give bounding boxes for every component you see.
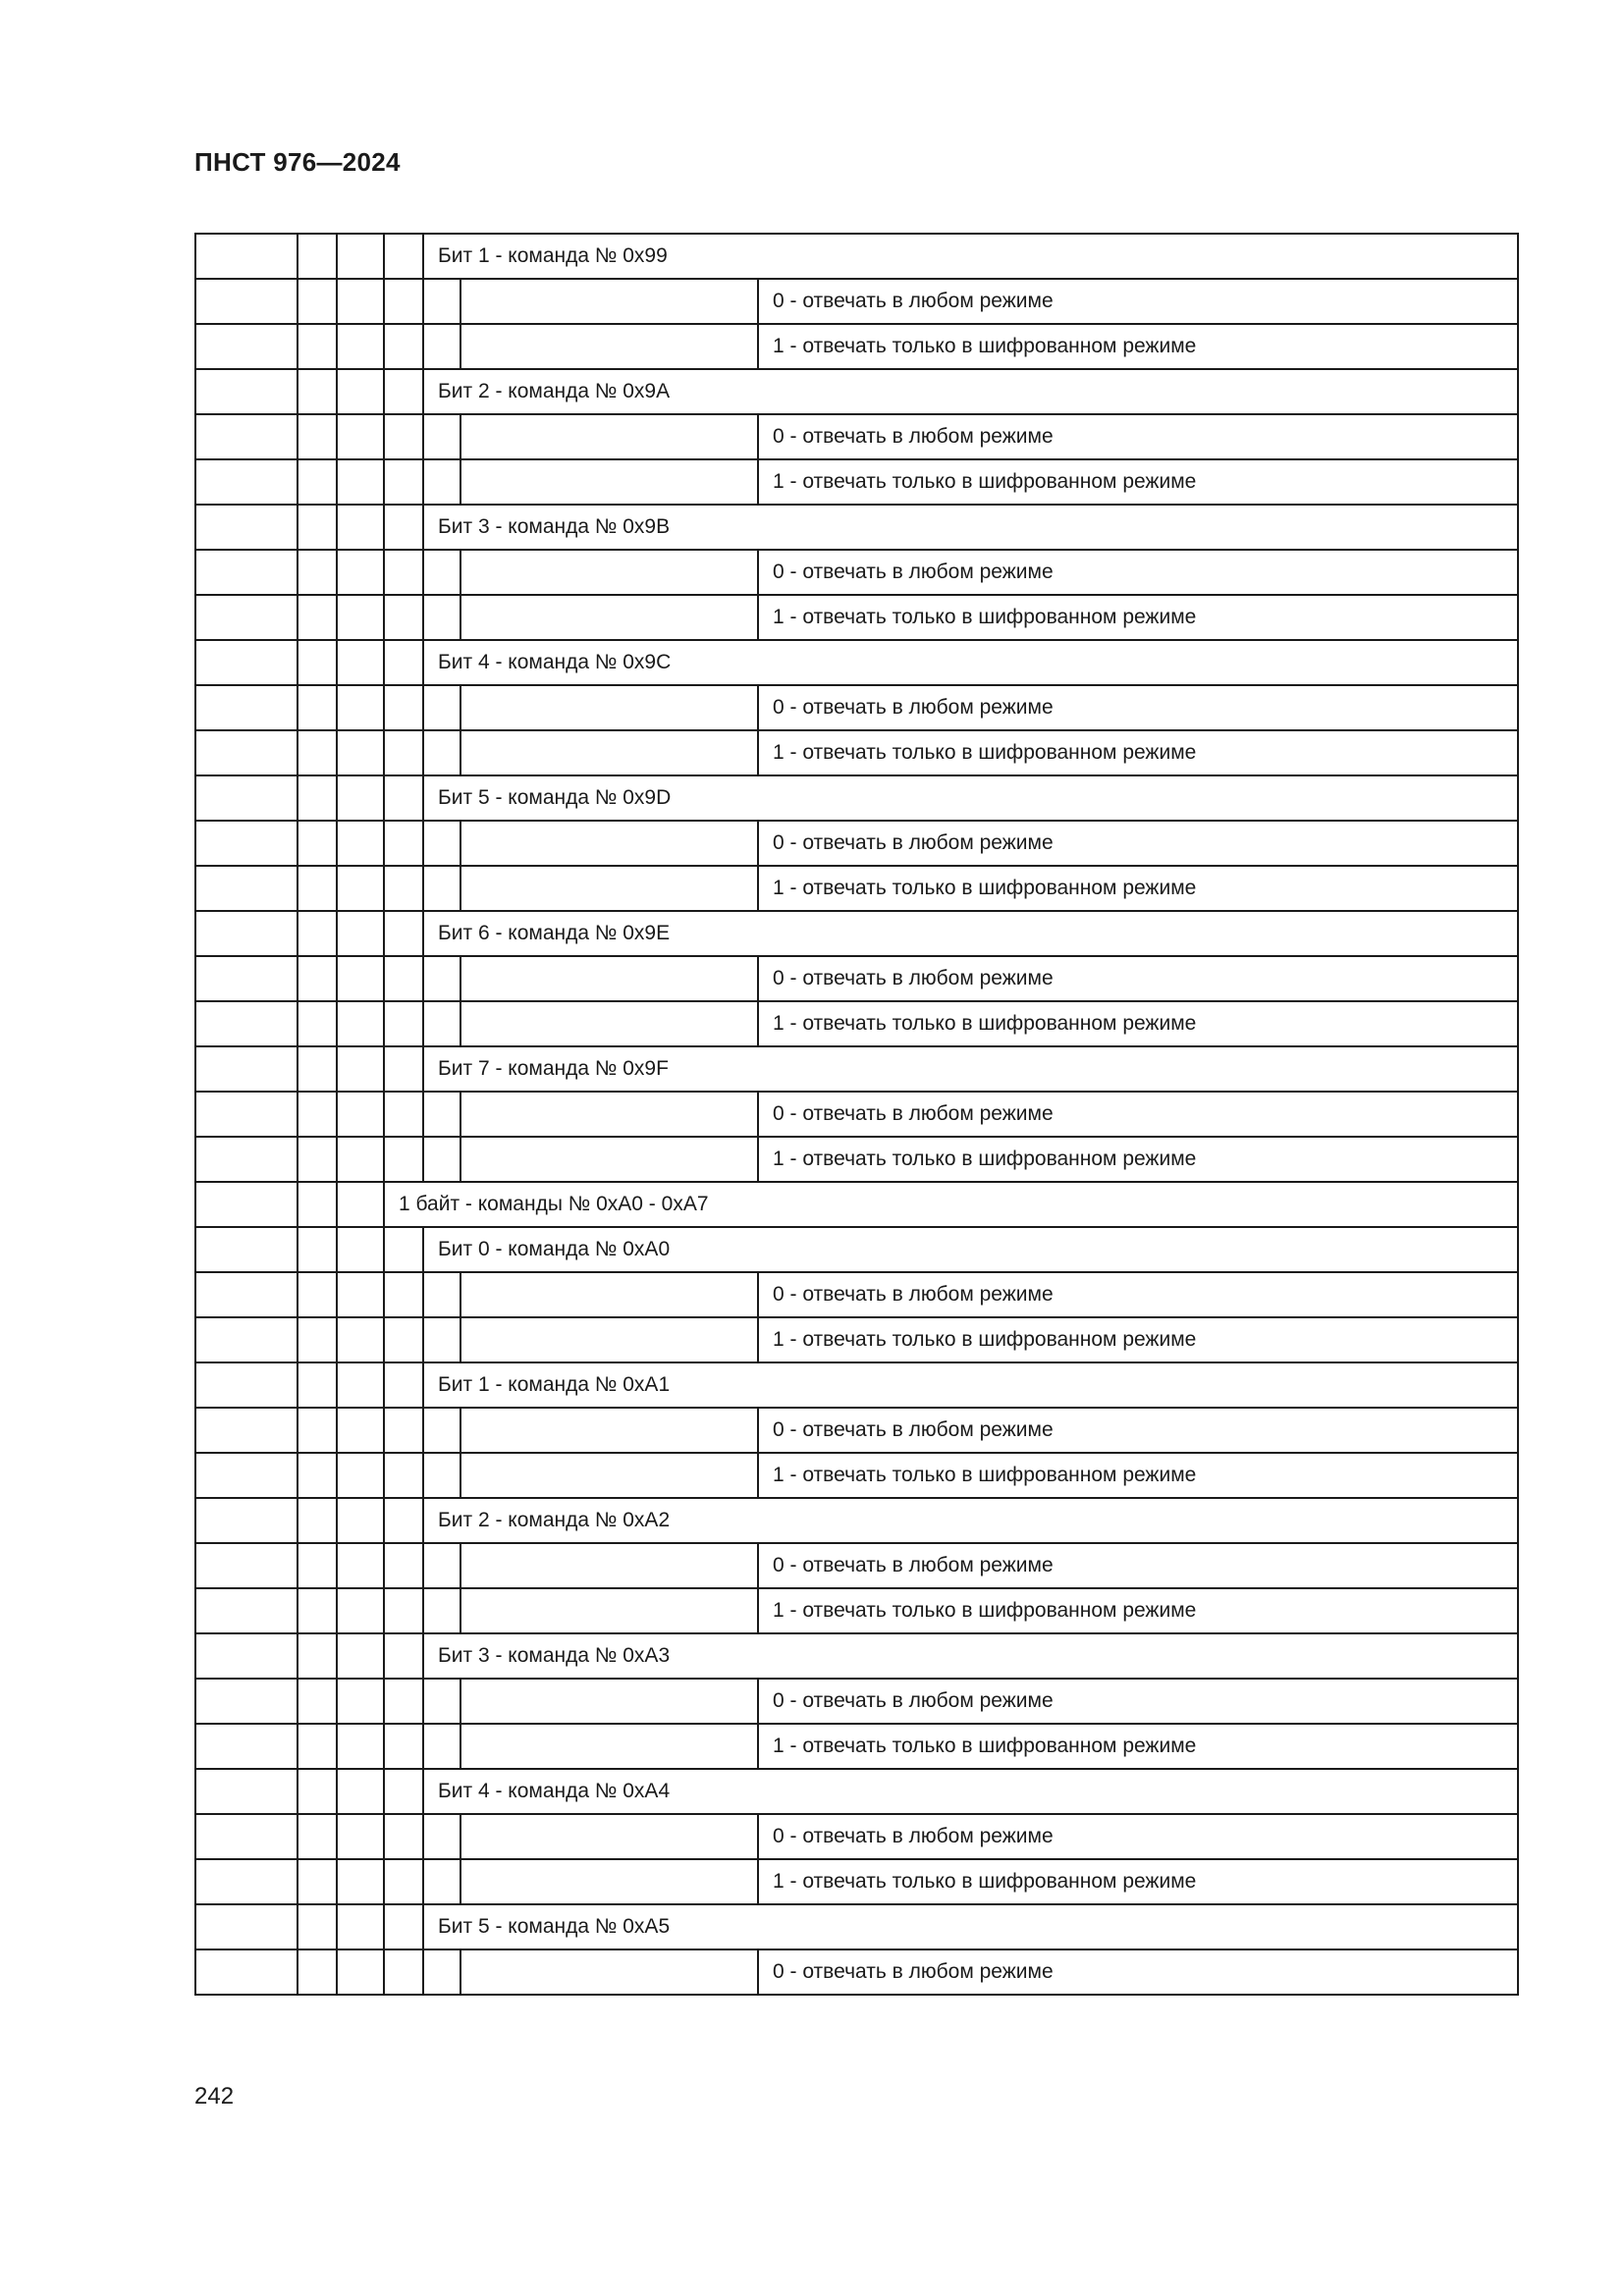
bit-cell: Бит 4 - команда № 0xA4 [423,1769,1518,1814]
empty-cell [298,730,337,775]
empty-cell [384,595,423,640]
empty-cell [423,1137,460,1182]
empty-cell [337,369,384,414]
empty-cell [460,1814,758,1859]
empty-cell [384,1408,423,1453]
empty-cell [195,956,298,1001]
empty-cell [195,279,298,324]
empty-cell [384,1679,423,1724]
empty-cell [337,1046,384,1092]
empty-cell [384,1317,423,1362]
table-row [195,369,1518,414]
empty-cell [298,234,337,279]
empty-cell [298,685,337,730]
empty-cell [195,730,298,775]
value-cell: 0 - отвечать в любом режиме [758,956,1518,1001]
empty-cell [195,1949,298,1995]
empty-cell [337,505,384,550]
table-row [195,866,1518,911]
empty-cell [195,1859,298,1904]
empty-cell [298,1859,337,1904]
empty-cell [423,1317,460,1362]
table-row [195,1859,1518,1904]
table-row [195,1633,1518,1679]
empty-cell [423,1453,460,1498]
empty-cell [298,1362,337,1408]
empty-cell [195,1137,298,1182]
empty-cell [298,1633,337,1679]
empty-cell [337,595,384,640]
empty-cell [423,1859,460,1904]
empty-cell [195,911,298,956]
empty-cell [337,956,384,1001]
table-row [195,775,1518,821]
bit-cell: Бит 1 - команда № 0xA1 [423,1362,1518,1408]
empty-cell [195,1317,298,1362]
empty-cell [298,775,337,821]
empty-cell [337,821,384,866]
empty-cell [195,1633,298,1679]
empty-cell [460,866,758,911]
empty-cell [195,1272,298,1317]
empty-cell [195,459,298,505]
empty-cell [423,866,460,911]
empty-cell [337,775,384,821]
empty-cell [460,1137,758,1182]
table-row [195,685,1518,730]
empty-cell [384,550,423,595]
empty-cell [423,956,460,1001]
table-row [195,911,1518,956]
empty-cell [298,1182,337,1227]
empty-cell [423,550,460,595]
empty-cell [337,1543,384,1588]
table-row [195,234,1518,279]
empty-cell [195,1182,298,1227]
value-cell: 1 - отвечать только в шифрованном режиме [758,866,1518,911]
empty-cell [460,1543,758,1588]
empty-cell [195,505,298,550]
table-body [195,234,1518,1995]
empty-cell [195,1543,298,1588]
table-row [195,956,1518,1001]
empty-cell [337,550,384,595]
empty-cell [298,1001,337,1046]
table-row [195,1046,1518,1092]
empty-cell [195,866,298,911]
bit-settings-table [194,233,1519,1996]
empty-cell [423,324,460,369]
bit-cell: Бит 6 - команда № 0x9E [423,911,1518,956]
empty-cell [460,1949,758,1995]
value-cell: 0 - отвечать в любом режиме [758,1543,1518,1588]
empty-cell [460,324,758,369]
value-cell: 1 - отвечать только в шифрованном режиме [758,324,1518,369]
document-code: ПНСТ 976—2024 [194,147,401,177]
empty-cell [298,1453,337,1498]
empty-cell [195,595,298,640]
empty-cell [337,1092,384,1137]
empty-cell [337,1904,384,1949]
empty-cell [423,595,460,640]
empty-cell [384,1453,423,1498]
bit-cell: Бит 1 - команда № 0x99 [423,234,1518,279]
empty-cell [384,821,423,866]
empty-cell [384,1588,423,1633]
bit-cell: Бит 3 - команда № 0xA3 [423,1633,1518,1679]
table-row [195,1137,1518,1182]
empty-cell [298,1588,337,1633]
empty-cell [298,1272,337,1317]
empty-cell [337,1498,384,1543]
empty-cell [384,234,423,279]
empty-cell [384,369,423,414]
empty-cell [384,1362,423,1408]
table-row [195,1408,1518,1453]
empty-cell [298,1814,337,1859]
value-cell: 1 - отвечать только в шифрованном режиме [758,1137,1518,1182]
empty-cell [195,369,298,414]
empty-cell [460,550,758,595]
empty-cell [460,821,758,866]
empty-cell [298,1227,337,1272]
empty-cell [423,730,460,775]
value-cell: 1 - отвечать только в шифрованном режиме [758,1724,1518,1769]
empty-cell [460,1408,758,1453]
table-row [195,1092,1518,1137]
empty-cell [460,1588,758,1633]
empty-cell [337,1408,384,1453]
empty-cell [195,550,298,595]
empty-cell [423,414,460,459]
empty-cell [195,1408,298,1453]
empty-cell [384,1092,423,1137]
empty-cell [298,459,337,505]
table-row [195,1949,1518,1995]
table-row [195,1543,1518,1588]
empty-cell [337,1453,384,1498]
table-row [195,1182,1518,1227]
value-cell: 1 - отвечать только в шифрованном режиме [758,1453,1518,1498]
empty-cell [337,1949,384,1995]
empty-cell [384,685,423,730]
empty-cell [195,1453,298,1498]
empty-cell [195,1362,298,1408]
empty-cell [384,1272,423,1317]
value-cell: 0 - отвечать в любом режиме [758,1272,1518,1317]
empty-cell [195,234,298,279]
value-cell: 0 - отвечать в любом режиме [758,414,1518,459]
empty-cell [460,414,758,459]
empty-cell [384,1814,423,1859]
empty-cell [195,414,298,459]
empty-cell [384,324,423,369]
empty-cell [195,324,298,369]
empty-cell [384,1137,423,1182]
empty-cell [337,1679,384,1724]
empty-cell [384,1498,423,1543]
empty-cell [384,1543,423,1588]
empty-cell [195,1001,298,1046]
table-row [195,505,1518,550]
empty-cell [298,1679,337,1724]
empty-cell [423,1949,460,1995]
empty-cell [298,1317,337,1362]
empty-cell [384,866,423,911]
value-cell: 0 - отвечать в любом режиме [758,279,1518,324]
value-cell: 1 - отвечать только в шифрованном режиме [758,730,1518,775]
table-row [195,1362,1518,1408]
value-cell: 0 - отвечать в любом режиме [758,1092,1518,1137]
empty-cell [298,911,337,956]
empty-cell [337,1769,384,1814]
empty-cell [337,1272,384,1317]
empty-cell [423,1814,460,1859]
empty-cell [298,279,337,324]
empty-cell [195,821,298,866]
empty-cell [298,1724,337,1769]
empty-cell [423,1543,460,1588]
table-row [195,414,1518,459]
empty-cell [384,1724,423,1769]
empty-cell [384,279,423,324]
empty-cell [460,1317,758,1362]
value-cell: 1 - отвечать только в шифрованном режиме [758,1588,1518,1633]
table-row [195,1588,1518,1633]
empty-cell [298,1046,337,1092]
empty-cell [298,1137,337,1182]
empty-cell [195,1724,298,1769]
empty-cell [337,1588,384,1633]
empty-cell [298,1904,337,1949]
empty-cell [384,1046,423,1092]
empty-cell [423,1679,460,1724]
empty-cell [384,911,423,956]
empty-cell [298,369,337,414]
empty-cell [337,640,384,685]
table-row [195,324,1518,369]
empty-cell [460,730,758,775]
empty-cell [337,1724,384,1769]
empty-cell [337,1137,384,1182]
value-cell: 1 - отвечать только в шифрованном режиме [758,459,1518,505]
value-cell: 0 - отвечать в любом режиме [758,1949,1518,1995]
empty-cell [384,1769,423,1814]
empty-cell [337,1317,384,1362]
empty-cell [384,640,423,685]
empty-cell [298,595,337,640]
empty-cell [298,550,337,595]
empty-cell [298,1543,337,1588]
empty-cell [423,1408,460,1453]
empty-cell [384,505,423,550]
empty-cell [384,1633,423,1679]
table-row [195,550,1518,595]
empty-cell [384,1949,423,1995]
empty-cell [195,685,298,730]
empty-cell [384,1227,423,1272]
table-row [195,821,1518,866]
table-row [195,1227,1518,1272]
empty-cell [460,1001,758,1046]
empty-cell [337,685,384,730]
value-cell: 0 - отвечать в любом режиме [758,685,1518,730]
empty-cell [384,1859,423,1904]
empty-cell [460,1453,758,1498]
bit-cell: Бит 4 - команда № 0x9C [423,640,1518,685]
empty-cell [337,1227,384,1272]
empty-cell [460,1724,758,1769]
empty-cell [337,866,384,911]
empty-cell [384,775,423,821]
empty-cell [384,1001,423,1046]
table-row [195,1769,1518,1814]
table-row [195,1904,1518,1949]
empty-cell [195,1679,298,1724]
empty-cell [423,1724,460,1769]
empty-cell [337,234,384,279]
empty-cell [195,1769,298,1814]
empty-cell [384,414,423,459]
bit-cell: Бит 3 - команда № 0x9B [423,505,1518,550]
bit-cell: Бит 7 - команда № 0x9F [423,1046,1518,1092]
value-cell: 1 - отвечать только в шифрованном режиме [758,1859,1518,1904]
value-cell: 0 - отвечать в любом режиме [758,1679,1518,1724]
value-cell: 0 - отвечать в любом режиме [758,550,1518,595]
empty-cell [337,1362,384,1408]
empty-cell [337,1633,384,1679]
empty-cell [195,1588,298,1633]
empty-cell [384,1904,423,1949]
empty-cell [195,1227,298,1272]
empty-cell [298,866,337,911]
table-row [195,640,1518,685]
empty-cell [423,279,460,324]
table-row [195,730,1518,775]
empty-cell [384,956,423,1001]
empty-cell [298,505,337,550]
table-row [195,1453,1518,1498]
empty-cell [423,1588,460,1633]
empty-cell [195,640,298,685]
empty-cell [460,956,758,1001]
table-row [195,1724,1518,1769]
table-row [195,279,1518,324]
bit-cell: Бит 5 - команда № 0xA5 [423,1904,1518,1949]
empty-cell [423,1001,460,1046]
empty-cell [195,1092,298,1137]
empty-cell [384,459,423,505]
page-number: 242 [194,2083,235,2109]
empty-cell [195,1498,298,1543]
empty-cell [423,459,460,505]
empty-cell [298,1498,337,1543]
table-row [195,1814,1518,1859]
bit-cell: Бит 5 - команда № 0x9D [423,775,1518,821]
empty-cell [460,1679,758,1724]
value-cell: 1 - отвечать только в шифрованном режиме [758,1317,1518,1362]
bit-cell: Бит 2 - команда № 0x9A [423,369,1518,414]
empty-cell [298,414,337,459]
empty-cell [298,821,337,866]
empty-cell [337,1814,384,1859]
empty-cell [460,685,758,730]
empty-cell [423,821,460,866]
empty-cell [337,1859,384,1904]
empty-cell [298,324,337,369]
empty-cell [298,1092,337,1137]
value-cell: 1 - отвечать только в шифрованном режиме [758,595,1518,640]
empty-cell [298,640,337,685]
table-row [195,459,1518,505]
value-cell: 0 - отвечать в любом режиме [758,1814,1518,1859]
empty-cell [337,279,384,324]
table-row [195,1679,1518,1724]
empty-cell [337,459,384,505]
empty-cell [337,1001,384,1046]
empty-cell [337,414,384,459]
empty-cell [423,685,460,730]
bit-cell: Бит 0 - команда № 0xA0 [423,1227,1518,1272]
empty-cell [384,730,423,775]
table-row [195,1272,1518,1317]
empty-cell [298,1949,337,1995]
value-cell: 0 - отвечать в любом режиме [758,1408,1518,1453]
byte-cell: 1 байт - команды № 0xA0 - 0xA7 [384,1182,1518,1227]
empty-cell [195,1046,298,1092]
table-row [195,595,1518,640]
empty-cell [460,1272,758,1317]
empty-cell [460,279,758,324]
empty-cell [423,1092,460,1137]
empty-cell [195,775,298,821]
empty-cell [337,1182,384,1227]
value-cell: 0 - отвечать в любом режиме [758,821,1518,866]
table-row [195,1317,1518,1362]
bit-cell: Бит 2 - команда № 0xA2 [423,1498,1518,1543]
table-row [195,1001,1518,1046]
empty-cell [460,595,758,640]
empty-cell [460,459,758,505]
empty-cell [423,1272,460,1317]
empty-cell [460,1859,758,1904]
empty-cell [195,1904,298,1949]
empty-cell [195,1814,298,1859]
empty-cell [337,730,384,775]
empty-cell [337,324,384,369]
empty-cell [298,1408,337,1453]
empty-cell [298,1769,337,1814]
empty-cell [298,956,337,1001]
empty-cell [460,1092,758,1137]
table-row [195,1498,1518,1543]
empty-cell [337,911,384,956]
value-cell: 1 - отвечать только в шифрованном режиме [758,1001,1518,1046]
